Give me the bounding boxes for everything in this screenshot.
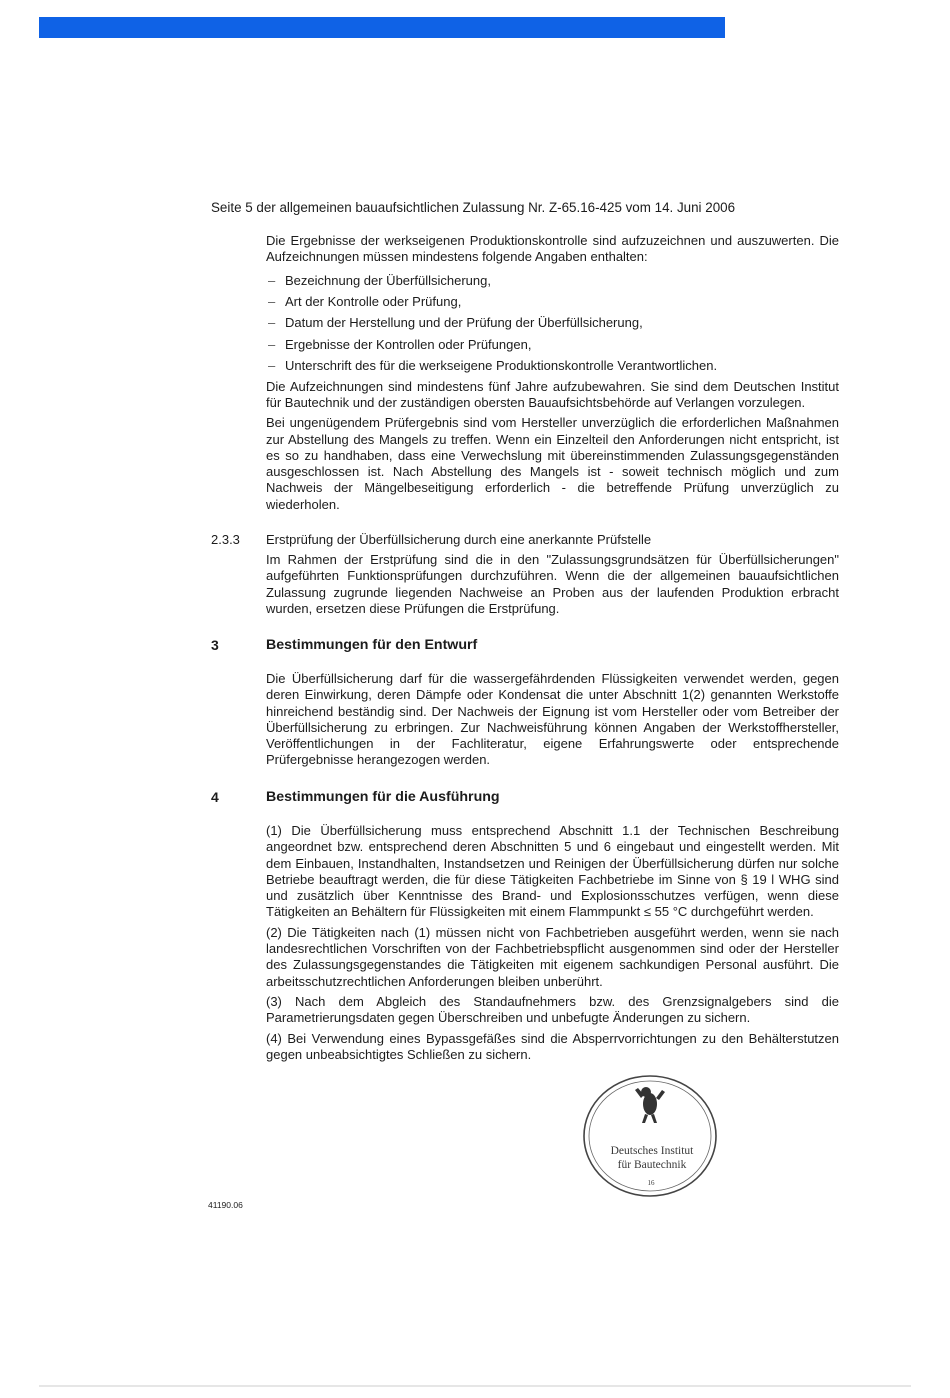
- berlin-bear-seal-icon: [635, 1087, 665, 1123]
- bottom-divider: [39, 1385, 911, 1387]
- list-item: – Ergebnisse der Kontrollen oder Prüfungen,: [266, 334, 839, 355]
- list-item: – Bezeichnung der Überfüllsicherung,: [266, 270, 839, 291]
- execution-paragraph-4: (4) Bei Verwendung eines Bypassgefäßes sind die Absperrvorrichtungen zu den Behälterstutzen gegen unbeabsichtigtes Schließen zu sichern.: [266, 1030, 839, 1062]
- list-item: – Datum der Herstellung und der Prüfung der Überfüllsicherung,: [266, 312, 839, 333]
- records-retention-paragraph: Die Aufzeichnungen sind mindestens fünf Jahre aufzubewahren. Sie sind dem Deutschen Institut für Bautechnik und der zuständigen obersten Bauaufsichtsbehörde auf Verlangen vorzulegen.: [266, 378, 839, 410]
- stamp-number: 16: [647, 1179, 655, 1187]
- institute-stamp: [580, 1072, 720, 1200]
- section-number-2-3-3: 2.3.3: [211, 532, 240, 547]
- dash-marker: –: [268, 315, 276, 331]
- stamp-text-line1: Deutsches Institut: [610, 1145, 694, 1157]
- dash-marker: –: [268, 272, 276, 288]
- list-item: – Unterschrift des für die werkseigene Produktionskontrolle Verantwortlichen.: [266, 355, 839, 376]
- execution-paragraph-2: (2) Die Tätigkeiten nach (1) müssen nicht von Fachbetrieben ausgeführt werden, wenn sie nach landesrechtlichen Vorschriften von der Fachbetriebspflicht ausgenommen sind oder der Hersteller des Zulassungsgegenstandes die Tätigkeiten mit eigenem sachkundigen Personal ausführt. Die arbeitsschutzrechtlichen Anforderungen bleiben unberührt.: [266, 924, 839, 989]
- section-title-4: Bestimmungen für die Ausführung: [266, 789, 500, 805]
- dash-marker: –: [268, 358, 276, 374]
- execution-paragraph-3: (3) Nach dem Abgleich des Standaufnehmers bzw. des Grenzsignalgebers sind die Parametrierungsdaten gegen Überschreiben und unbefugte Änderungen zu sichern.: [266, 993, 839, 1026]
- initial-test-paragraph: Im Rahmen der Erstprüfung sind die in den "Zulassungsgrundsätzen für Überfüllsicherungen" aufgeführten Funktionsprüfungen durchzuführen. Wenn die der allgemeinen bauaufsichtlichen Zulassung zugrunde liegenden Nachweise an Proben aus der laufenden Produktion erbracht wurden, ersetzen diese Prüfungen die Erstprüfung.: [266, 552, 839, 616]
- records-list: [266, 270, 839, 377]
- defect-handling-paragraph: Bei ungenügendem Prüfergebnis sind vom Hersteller unverzüglich die erforderlichen Maßnahmen zur Abstellung des Mangels zu treffen. Wenn ein Einzelteil den Anforderungen nicht entspricht, ist es so zu handhaben, dass eine Verwechslung mit übereinstimmenden Zulassungsgegenständen ausgeschlossen ist. Nach Abstellung des Mangels ist - soweit technisch möglich und zum Nachweis der Mängelbeseitigung erforderlich - die betreffende Prüfung unverzüglich zu wiederholen.: [266, 415, 839, 512]
- section-number-4: 4: [211, 789, 219, 805]
- records-intro: Die Ergebnisse der werkseigenen Produktionskontrolle sind aufzuzeichnen und auszuwerten. Die Aufzeichnungen müssen mindestens folgende Angaben enthalten:: [266, 233, 839, 265]
- document-code: 41190.06: [208, 1200, 243, 1210]
- design-paragraph: Die Überfüllsicherung darf für die wassergefährdenden Flüssigkeiten verwendet werden, gegen deren Einwirkung, deren Dämpfe oder Kondensat die unter Abschnitt 1(2) genannten Werkstoffe hinreichend beständig sind. Der Nachweis der Eignung ist vom Hersteller oder vom Betreiber der Überfüllsicherung zu erbringen. Zur Nachweisführung können Angaben der Werkstoffhersteller, Veröffentlichungen in der Fachliteratur, eigene Erfahrungswerte oder entsprechende Prüfergebnisse herangezogen werden.: [266, 671, 839, 768]
- stamp-text-line2: für Bautechnik: [617, 1159, 687, 1171]
- production-control-block: [266, 233, 839, 517]
- section-body-2-3-3: [266, 552, 839, 621]
- dash-marker: –: [268, 294, 276, 309]
- section-title-2-3-3: Erstprüfung der Überfüllsicherung durch eine anerkannte Prüfstelle: [266, 532, 652, 547]
- dash-marker: –: [268, 336, 276, 352]
- section-body-3: [266, 671, 839, 773]
- section-title-3: Bestimmungen für den Entwurf: [266, 637, 478, 653]
- section-body-4: [266, 823, 839, 1067]
- section-number-3: 3: [211, 637, 219, 653]
- page-header: Seite 5 der allgemeinen bauaufsichtlichen Zulassung Nr. Z-65.16-425 vom 14. Juni 2006: [211, 200, 736, 215]
- top-blue-bar: [39, 17, 725, 38]
- execution-paragraph-1: (1) Die Überfüllsicherung muss entsprechend Abschnitt 1.1 der Technischen Beschreibung angeordnet bzw. entsprechend deren Abschnitten 5 und 6 eingebaut und eingestellt werden. Mit dem Einbauen, Instandhalten, Instandsetzen und Reinigen der Überfüllsicherung dürfen nur solche Betriebe beauftragt werden, die für diese Tätigkeiten Fachbetriebe im Sinne von § 19 l WHG sind und zusätzlich über Kenntnisse des Brand- und Explosionsschutzes verfügen, wenn diese Tätigkeiten an Behältern für Flüssigkeiten mit einem Flammpunkt ≤ 55 °C durchgeführt werden.: [266, 823, 839, 920]
- list-item: – Art der Kontrolle oder Prüfung,: [266, 291, 839, 312]
